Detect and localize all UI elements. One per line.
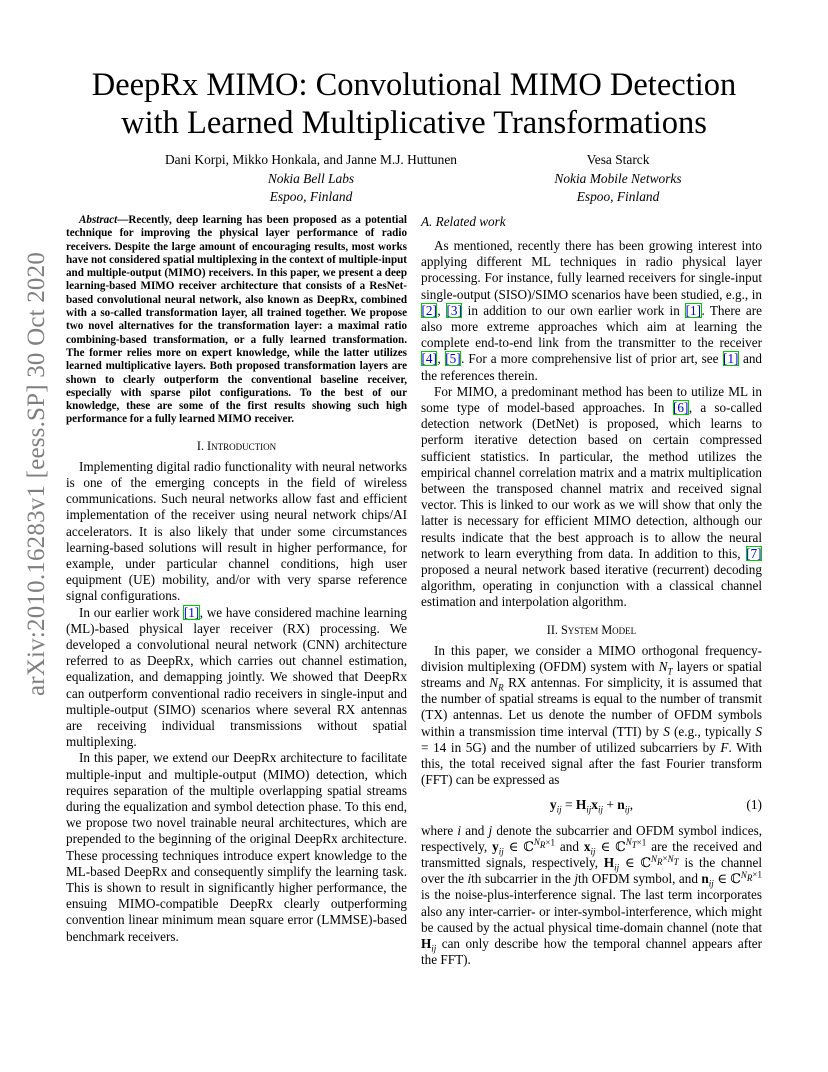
text-run: (e.g., typically — [669, 723, 756, 739]
intro-paragraph-2 — [66, 605, 407, 751]
text-run: in addition to our own earlier work in — [462, 302, 686, 318]
text-run: In this paper, we consider a MIMO orthogonal frequency-division multiplexing (OFDM) system with — [421, 642, 762, 674]
author-block-1 — [145, 151, 477, 207]
abstract — [66, 214, 407, 427]
citation-link[interactable]: [6] — [673, 400, 689, 416]
author-names: Dani Korpi, Mikko Honkala, and Janne M.J. Huttunen — [165, 152, 457, 167]
citation-link[interactable]: [1] — [685, 302, 701, 318]
math-nt: $N_T$ — [658, 658, 673, 677]
text-run: proposed a neural network based iterative (recurrent) decoding algorithm, operating in conjunction with a classical channel estimation and interpolation algorithm. — [421, 562, 762, 610]
system-model-paragraph-1: In this paper, we consider a MIMO orthogonal frequency-division multiplexing (OFDM) system with $N_T$ layers or spatial streams and $N_R$ RX antennas. For simplicity, it is assumed that the number of spatial streams is equal to the number of transmit (TX) antennas. Let us denote the number of OFDM symbols within a transmission time interval (TTI) by S (e.g., typically S = 14 in 5G) and the number of utilized subcarriers by F. With this, the total received signal after the fast Fourier transform (FFT) can be expressed as — [421, 642, 763, 788]
related-work-paragraph-2 — [421, 384, 762, 611]
text-run: and — [461, 822, 489, 838]
citation-link[interactable]: [7] — [746, 545, 762, 561]
text-run: . For a more comprehensive list of prior art, see — [461, 351, 723, 367]
math-h-def: $H_{ij}$ ∈ ℂ$^{N_R\times N_T}$ — [603, 853, 679, 873]
math-i: i — [457, 822, 462, 838]
section-title: Introduction — [207, 438, 277, 453]
math-nr: $N_R$ — [489, 675, 504, 693]
author-names: Vesa Starck — [586, 152, 650, 167]
citation-link[interactable]: [4] — [421, 351, 437, 367]
text-run: layers or spatial streams and — [421, 658, 762, 691]
text-run: . With this, the total received signal after the fast Fourier transform (FFT) can be expressed as — [421, 739, 763, 788]
text-run: and — [554, 838, 584, 854]
text-run: th OFDM symbol, and — [578, 871, 702, 887]
paper-title — [0, 66, 828, 142]
arxiv-stamp-text: arXiv:2010.16283v1 [eess.SP] 30 Oct 2020 — [23, 251, 50, 697]
citation-link[interactable]: [3] — [446, 302, 462, 318]
text-run: , a so-called detection network (DetNet) is proposed, which learns to perform iterative detection based on certain compressed sufficient statistics. In particular, the method utilizes the empirical channel correlation matrix and a matrix multiplication between the transposed channel matrix and received signal vector. This is linked to our work as we will show that only the latter is necessary for efficient MIMO detection, although our results indicate that the best approach is to allow the neural network to learn everything from data. In addition to this, — [421, 400, 762, 561]
system-model-paragraph-2 — [421, 823, 762, 969]
math-h: $H_{ij}$ — [421, 935, 437, 954]
equation-number: (1) — [746, 796, 762, 812]
text-run: where — [421, 822, 458, 838]
section-numeral: I. — [196, 438, 208, 453]
section-heading-system-model — [421, 623, 762, 637]
title-line-2: with Learned Multiplicative Transformations — [121, 105, 707, 141]
equation-body: $y_{ij} = H_{ij}x_{ij} + n_{ij}$, — [549, 796, 634, 815]
subsection-heading-related-work: A. Related work — [421, 214, 506, 229]
math-n-def: $n_{ij}$ ∈ ℂ$^{N_R\times 1}$ — [701, 869, 762, 889]
section-numeral: II. — [546, 622, 562, 637]
author-block-2 — [548, 151, 688, 207]
abstract-text: —Recently, deep learning has been proposed as a potential technique for improving the physical layer performance of radio receivers. Despite the large amount of encouraging results, most works have not considered spatial multiplexing in the context of multiple-input and multiple-output (MIMO) receivers. In this paper, we present a deep learning-based MIMO receiver architecture that consists of a ResNet-based convolutional neural network, also known as DeepRx, combined with a so-called transformation layer, all trained together. We propose two novel alternatives for the transformation layer: a maximal ratio combining-based transformation, or a fully learned transformation. The former relies more on expert knowledge, while the latter utilizes learned multiplicative layers. Both proposed transformation layers are shown to clearly outperform the conventional baseline receiver, especially with sparse pilot configurations. To the best of our knowledge, these are some of the first results showing such high performance for a fully learned MIMO receiver. — [66, 214, 407, 426]
text-run: are the received and transmitted signals, respectively, — [421, 838, 762, 870]
text-run: , we have considered machine learning (ML)-based physical layer receiver (RX) processing. We developed a convolutional neural network (CNN) architecture referred to as DeepRx, which carries out channel estimation, equalization, and demapping jointly. We showed that DeepRx can outperform conventional radio receivers in single-input and multiple-output (SIMO) scenarios where several RX antennas are receiving individual transmissions without spatial multiplexing. — [66, 604, 407, 750]
text-run: is the noise-plus-interference signal. The last term incorporates also any inter-carrier- or inter-symbol-interference, which might be caused by the actual physical time-domain channel (note that — [421, 887, 762, 935]
arxiv-identifier-stamp — [22, 251, 52, 697]
author-organization: Nokia Bell Labs — [267, 170, 355, 186]
citation-link[interactable]: [1] — [183, 604, 200, 620]
right-column — [421, 214, 762, 968]
text-run: In our earlier work — [79, 604, 184, 620]
author-location: Espoo, Finland — [576, 189, 660, 204]
text-run: , — [437, 351, 445, 367]
section-title: System Model — [561, 622, 637, 637]
math-f: F — [720, 739, 729, 755]
author-location: Espoo, Finland — [269, 189, 353, 204]
title-line-1: DeepRx MIMO: Convolutional MIMO Detection — [91, 67, 737, 103]
citation-link[interactable]: [5] — [445, 351, 461, 367]
text-run: , — [437, 302, 446, 318]
intro-paragraph-3: In this paper, we extend our DeepRx architecture to facilitate multiple-input and multiple-output (MIMO) detection, which requires separation of the multiple overlapping spatial streams during the equalization and symbol detection phase. To this end, we propose two novel trainable neural architectures, which are prepended to the beginning of the original DeepRx architecture. These processing techniques introduce expert knowledge to the ML-based DeepRx and consequently simplify the learning task. This is shown to result in significantly higher performance, the ensuing MIMO-compatible DeepRx clearly outperforming convention linear minimum mean square error (LMMSE)-based benchmark receivers. — [66, 750, 407, 944]
intro-paragraph-1: Implementing digital radio functionality with neural networks is one of the emerging concepts in the field of wireless communications. Such neural networks allow fast and efficient implementation of the receiver using neural network chips/AI accelerators. It is also likely that under some circumstances learning-based solutions will result in higher performance, for example, under particular channel conditions, high user equipment (UE) mobility, and/or with very sparse reference signal configurations. — [66, 458, 407, 604]
abstract-label: Abstract — [79, 214, 118, 226]
math-i: i — [467, 871, 472, 887]
text-run: th subcarrier in the — [471, 871, 575, 887]
text-run: can only describe how the temporal channel appears after the FFT). — [421, 935, 762, 968]
equation-1 — [421, 789, 762, 823]
math-j: j — [488, 822, 493, 838]
left-column — [66, 214, 407, 945]
text-run: denote the subcarrier and OFDM symbol indices, respectively, — [421, 822, 763, 854]
text-run: . There are also more extreme approaches which aim at learning the complete end-to-end link from the transmitter to the receiver — [421, 302, 762, 351]
math-j: j — [574, 871, 578, 887]
text-run: As mentioned, recently there has been growing interest into applying different ML techniques in radio physical layer processing. For instance, fully learned receivers for single-input single-output (SISO)/SIMO scenarios have been studied, e.g., in — [421, 238, 762, 302]
text-run: in 5G) and the number of utilized subcarriers by — [446, 739, 721, 755]
math-s-equals-14: S — [755, 723, 763, 739]
math-y-def: $y_{ij}$ ∈ ℂ$^{N_R\times 1}$ — [492, 837, 555, 857]
citation-link[interactable]: [1] — [723, 351, 739, 367]
text-run: is the channel over the — [421, 854, 762, 887]
related-work-paragraph-1 — [421, 238, 762, 384]
text-run: For MIMO, a predominant method has been to utilize ML in some type of model-based approaches. In — [421, 383, 762, 416]
text-run: and the references therein. — [421, 351, 763, 383]
math-x-def: $x_{ij}$ ∈ ℂ$^{N_T\times 1}$ — [583, 837, 647, 857]
section-heading-introduction — [66, 439, 407, 453]
text-run: RX antennas. For simplicity, it is assumed that the number of spatial streams is equal to the number of transmit (TX) antennas. Let us denote the number of OFDM symbols within a transmission time interval (TTI) by — [421, 675, 763, 739]
author-organization: Nokia Mobile Networks — [554, 170, 682, 186]
citation-link[interactable]: [2] — [421, 302, 437, 318]
math-s: S — [663, 723, 670, 739]
